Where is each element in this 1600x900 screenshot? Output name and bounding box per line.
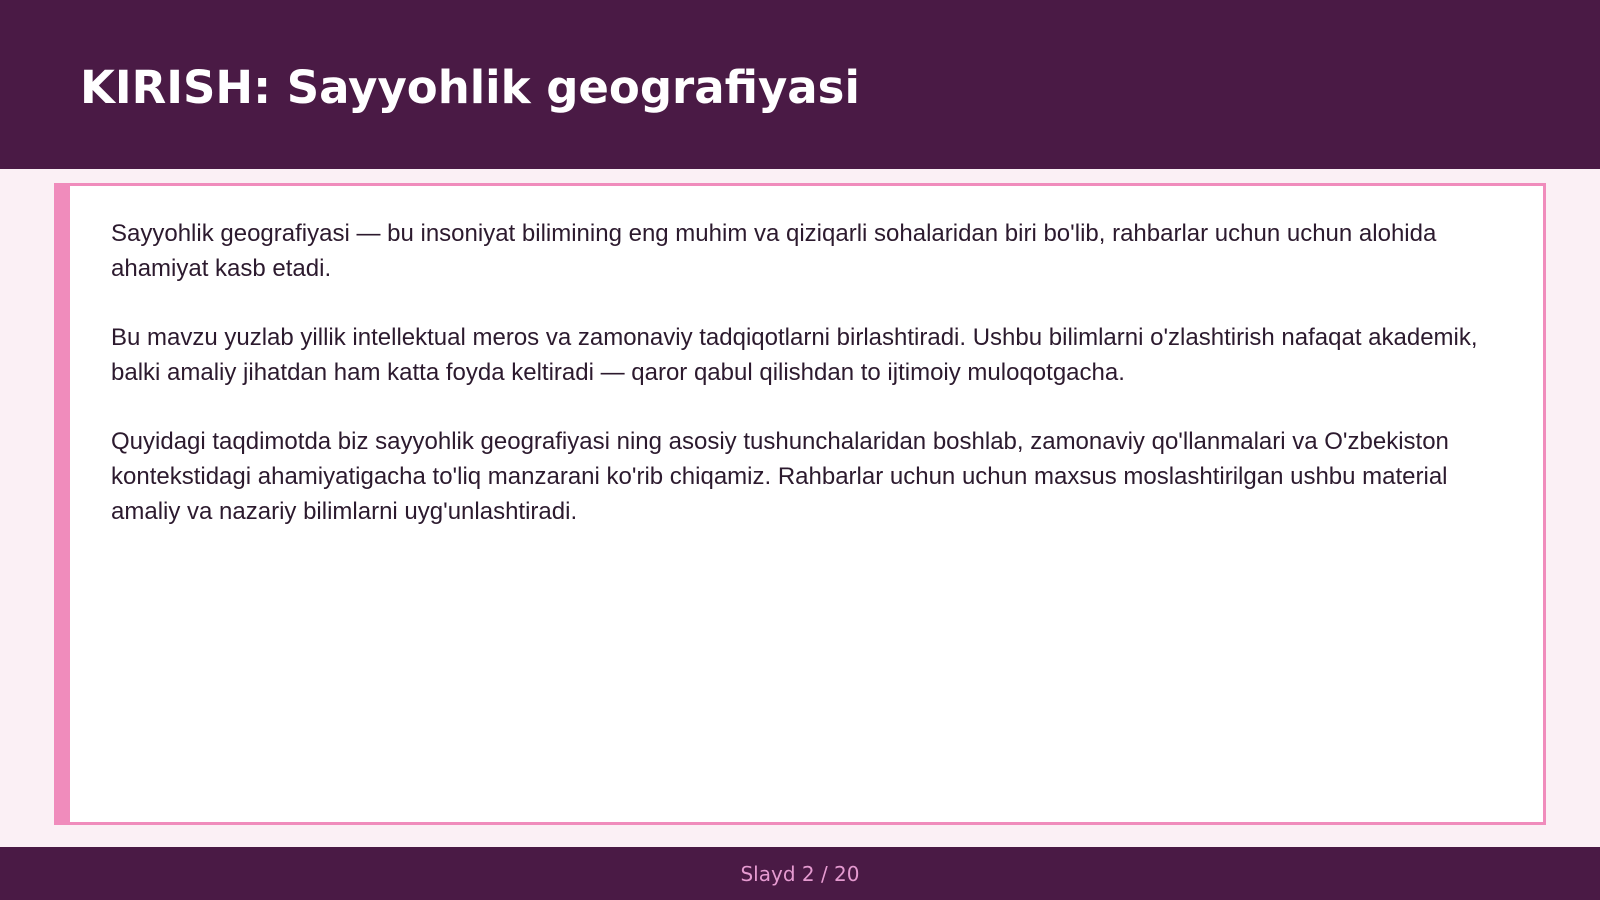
slide-title: KIRISH: Sayyohlik geografiyasi	[80, 61, 860, 114]
content-body	[111, 216, 1511, 563]
paragraph-intro: Sayyohlik geografiyasi — bu insoniyat bilimining eng muhim va qiziqarli sohalaridan biri bo'lib, rahbarlar uchun uchun alohida ahamiyat kasb etadi.	[111, 220, 1437, 282]
slide-number: Slayd 2 / 20	[740, 861, 860, 886]
paragraph-overview: Quyidagi taqdimotda biz sayyohlik geografiyasi ning asosiy tushunchalaridan boshlab, zamonaviy qo'llanmalari va O'zbekiston kontekstidagi ahamiyatigacha to'liq manzarani ko'rib chiqamiz. Rahbarlar uchun uchun maxsus moslashtirilgan ushbu material amaliy va nazariy bilimlarni uyg'unlashtiradi.	[111, 428, 1449, 525]
slide-header	[0, 0, 1600, 169]
slide-footer	[0, 847, 1600, 900]
paragraph-heritage: Bu mavzu yuzlab yillik intellektual meros va zamonaviy tadqiqotlarni birlashtiradi. Ushbu bilimlarni o'zlashtirish nafaqat akademik, balki amaliy jihatdan ham katta foyda keltiradi — qaror qabul qilishdan to ijtimoiy muloqotgacha.	[111, 324, 1478, 386]
